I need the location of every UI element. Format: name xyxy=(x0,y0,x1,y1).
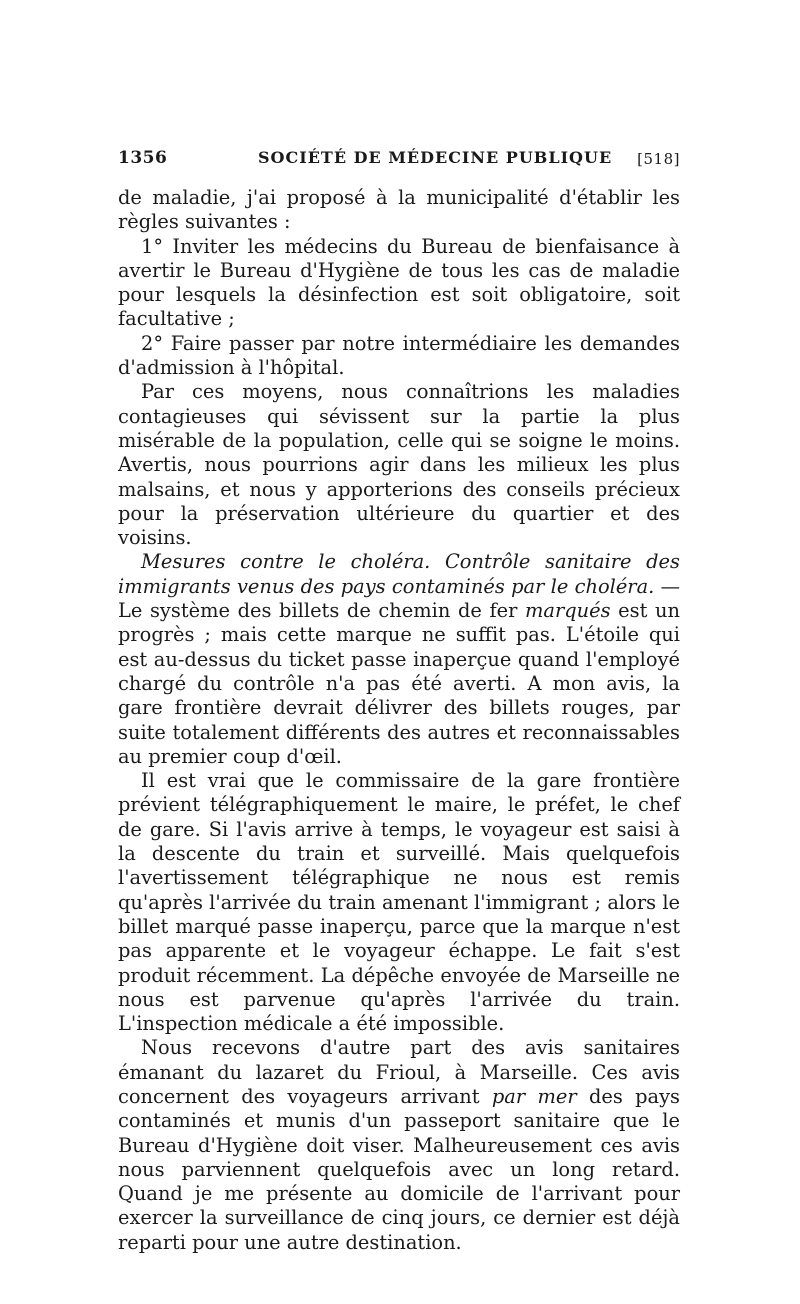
paragraph-text: des pays contaminés et munis d'un passeport sanitaire que le Bureau d'Hygiène doit viser. Malheureusement ces avis nous parviennent quelquefois avec un long retard. Quand je me présente au domicile de l'arrivant pour exercer la surveillance de cinq jours, ce dernier est déjà reparti pour une autre destination. xyxy=(118,1084,680,1254)
list-item-2: 2° Faire passer par notre intermédiaire les demandes d'admission à l'hôpital. xyxy=(118,331,680,380)
body-text xyxy=(118,186,680,1255)
section-number: [518] xyxy=(637,150,680,168)
italic-term: par mer xyxy=(491,1084,577,1108)
page-number: 1356 xyxy=(118,148,168,168)
paragraph: Par ces moyens, nous connaîtrions les maladies contagieuses qui sévissent sur la partie la plus misérable de la population, celle qui se soigne le moins. Avertis, nous pourrions agir dans les milieux les plus malsains, et nous y apporterions des conseils précieux pour la préservation ultérieure du quartier et des voisins. xyxy=(118,380,680,550)
running-title: SOCIÉTÉ DE MÉDECINE PUBLIQUE xyxy=(258,148,613,167)
italic-term: marqués xyxy=(525,599,611,623)
paragraph-continuation: de maladie, j'ai proposé à la municipalité d'établir les règles suivantes : xyxy=(118,186,680,234)
paragraph: Il est vrai que le commissaire de la gare frontière prévient télégraphiquement le maire, le préfet, le chef de gare. Si l'avis arrive à temps, le voyageur est saisi à la descente du train et surveillé. Mais quelquefois l'avertissement télégraphique ne nous est remis qu'après l'arrivée du train amenant l'immigrant ; alors le billet marqué passe inaperçu, parce que la marque n'est pas apparente et le voyageur échappe. Le fait s'est produit récemment. La dépêche envoyée de Marseille ne nous est parvenue qu'après l'arrivée du train. L'inspection médicale a été impossible. xyxy=(118,769,680,1036)
paragraph-text: est un progrès ; mais cette marque ne suffit pas. L'étoile qui est au-dessus du ticket passe inaperçue quand l'employé chargé du contrôle n'a pas été averti. A mon avis, la gare frontière devrait délivrer des billets rouges, par suite totalement différents des autres et reconnaissables au premier coup d'œil. xyxy=(118,599,680,768)
paragraph-text: Nous recevons d'autre part des avis sanitaires émanant du lazaret du Frioul, à Marseille. Ces avis concernent des voyageurs arrivant xyxy=(118,1036,680,1108)
section-heading: Mesures contre le choléra. Contrôle sanitaire des immigrants venus des pays contaminés par le choléra. xyxy=(118,550,680,598)
list-item-1: 1° Inviter les médecins du Bureau de bienfaisance à avertir le Bureau d'Hygiène de tous les cas de maladie pour lesquels la désinfection est soit obligatoire, soit facultative ; xyxy=(118,234,680,331)
paragraph-cholera xyxy=(118,550,680,769)
paragraph-lazaret xyxy=(118,1036,680,1255)
paragraph-text: — Le système des billets de chemin de fer xyxy=(118,574,680,623)
page-header xyxy=(118,148,680,174)
